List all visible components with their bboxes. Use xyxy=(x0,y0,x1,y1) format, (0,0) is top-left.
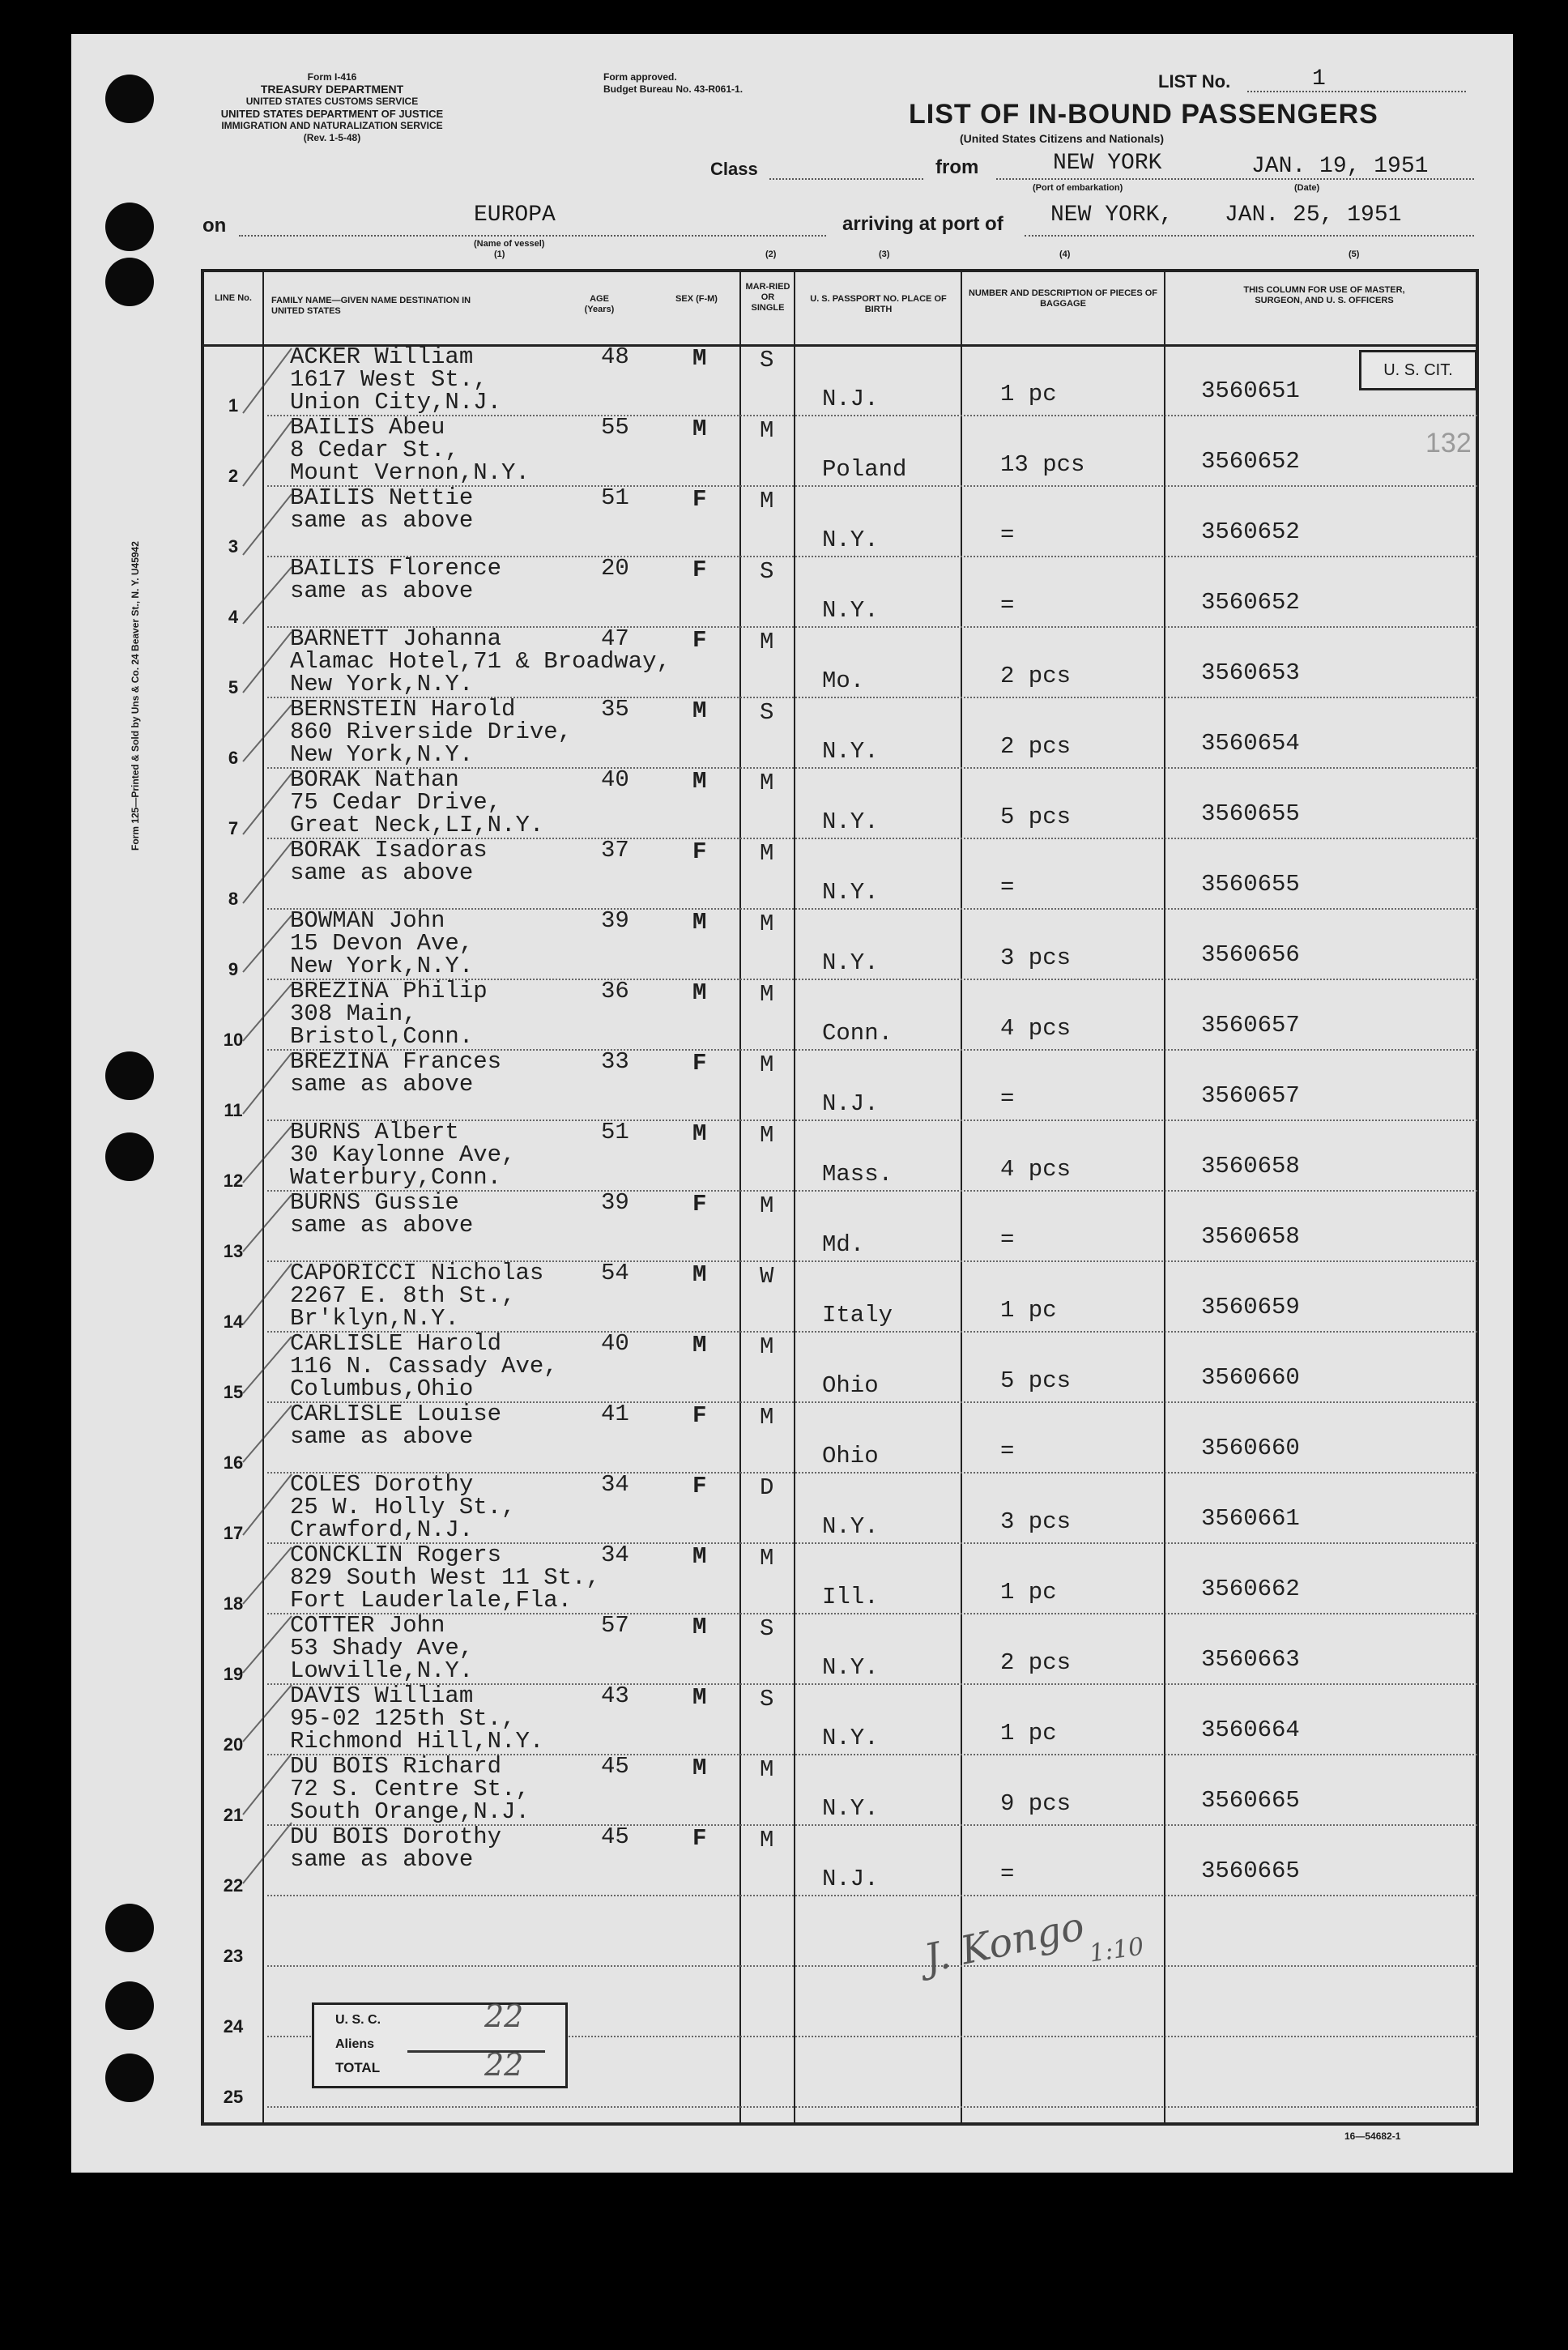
passenger-officer-number: 3560660 xyxy=(1201,1435,1300,1461)
passenger-baggage: 1 pc xyxy=(1000,1297,1057,1324)
passenger-officer-number: 3560651 xyxy=(1201,377,1300,404)
row-line-number: 8 xyxy=(228,889,239,909)
passenger-address: same as above xyxy=(290,1846,474,1873)
ins-service: IMMIGRATION AND NATURALIZATION SERVICE xyxy=(221,120,443,131)
passenger-city: Columbus,Ohio xyxy=(290,1375,474,1402)
passenger-officer-number: 3560663 xyxy=(1201,1646,1300,1673)
passenger-baggage: 4 pcs xyxy=(1000,1015,1072,1042)
passenger-address: same as above xyxy=(290,507,474,534)
passenger-age: 34 xyxy=(601,1471,629,1498)
passenger-birthplace: Italy xyxy=(822,1302,893,1329)
col-header-officers: THIS COLUMN FOR USE OF MASTER, SURGEON, AND U. S. OFFICERS xyxy=(1243,285,1405,305)
passenger-name: CARLISLE Harold xyxy=(290,1330,502,1357)
passenger-birthplace: N.Y. xyxy=(822,949,879,976)
vessel-name: EUROPA xyxy=(474,203,556,228)
passenger-marital: M xyxy=(760,1545,774,1572)
passenger-age: 45 xyxy=(601,1823,629,1850)
row-divider xyxy=(267,1965,1477,1967)
passenger-baggage: = xyxy=(1000,522,1015,548)
passenger-sex: M xyxy=(692,697,707,724)
vessel-caption: (Name of vessel) xyxy=(474,239,545,249)
row-divider xyxy=(267,415,1477,416)
passenger-birthplace: N.Y. xyxy=(822,1795,879,1822)
punch-hole xyxy=(105,1132,154,1181)
passenger-officer-number: 3560656 xyxy=(1201,941,1300,968)
passenger-city: Union City,N.J. xyxy=(290,389,502,416)
passenger-age: 51 xyxy=(601,1119,629,1145)
passenger-officer-number: 3560652 xyxy=(1201,518,1300,545)
passenger-baggage: 5 pcs xyxy=(1000,1367,1072,1394)
passenger-marital: W xyxy=(760,1263,774,1290)
col-header-married: MAR-RIED OR SINGLE xyxy=(745,282,790,313)
passenger-age: 48 xyxy=(601,343,629,370)
passenger-city: New York,N.Y. xyxy=(290,741,474,768)
passenger-marital: S xyxy=(760,347,774,373)
customs-service: UNITED STATES CUSTOMS SERVICE xyxy=(245,96,419,107)
passenger-birthplace: N.Y. xyxy=(822,1513,879,1540)
corner-page-number: 132 xyxy=(1425,428,1472,458)
row-line-number: 9 xyxy=(228,959,239,979)
row-line-number: 5 xyxy=(228,677,239,697)
passenger-baggage: 4 pcs xyxy=(1000,1156,1072,1183)
punch-hole xyxy=(105,203,154,251)
passenger-sex: F xyxy=(692,1402,707,1429)
passenger-address: same as above xyxy=(290,578,474,604)
passenger-birthplace: Mass. xyxy=(822,1161,893,1188)
treasury-dept: TREASURY DEPARTMENT xyxy=(260,83,404,96)
passenger-baggage: = xyxy=(1000,874,1015,901)
passport-col-num: (3) xyxy=(879,250,890,259)
passenger-marital: M xyxy=(760,1051,774,1078)
passenger-address: 8 Cedar St., xyxy=(290,437,459,463)
passenger-baggage: = xyxy=(1000,1085,1015,1112)
port-caption: (Port of embarkation) xyxy=(1033,183,1123,193)
passenger-marital: M xyxy=(760,1827,774,1853)
date-caption: (Date) xyxy=(1294,183,1320,193)
total-value: 22 xyxy=(484,2047,524,2083)
passenger-city: Richmond Hill,N.Y. xyxy=(290,1728,544,1755)
row-line-number: 19 xyxy=(223,1664,244,1684)
passenger-officer-number: 3560659 xyxy=(1201,1294,1300,1320)
passenger-name: BURNS Gussie xyxy=(290,1189,459,1216)
passenger-marital: M xyxy=(760,840,774,867)
passenger-marital: M xyxy=(760,629,774,655)
passenger-birthplace: N.Y. xyxy=(822,527,879,553)
passenger-sex: M xyxy=(692,1120,707,1147)
passenger-name: DAVIS William xyxy=(290,1683,474,1709)
passenger-age: 34 xyxy=(601,1542,629,1568)
passenger-sex: M xyxy=(692,979,707,1006)
aliens-label: Aliens xyxy=(335,2037,375,2051)
passenger-baggage: = xyxy=(1000,592,1015,619)
passenger-age: 37 xyxy=(601,837,629,864)
row-divider xyxy=(267,1895,1477,1896)
passenger-marital: M xyxy=(760,1404,774,1431)
passenger-age: 35 xyxy=(601,696,629,723)
page-title: LIST OF IN-BOUND PASSENGERS xyxy=(909,99,1378,130)
passenger-address: same as above xyxy=(290,1071,474,1098)
row-line-number: 20 xyxy=(223,1734,244,1755)
passenger-name: COLES Dorothy xyxy=(290,1471,474,1498)
passenger-officer-number: 3560665 xyxy=(1201,1787,1300,1814)
passenger-birthplace: N.Y. xyxy=(822,597,879,624)
passenger-age: 20 xyxy=(601,555,629,582)
passenger-age: 57 xyxy=(601,1612,629,1639)
passenger-baggage: 5 pcs xyxy=(1000,804,1072,830)
passenger-sex: M xyxy=(692,1332,707,1358)
passenger-name: BREZINA Philip xyxy=(290,978,488,1004)
passenger-sex: F xyxy=(692,1825,707,1852)
passenger-address: same as above xyxy=(290,1423,474,1450)
passenger-age: 55 xyxy=(601,414,629,441)
row-line-number: 11 xyxy=(224,1100,243,1120)
passenger-sex: M xyxy=(692,1755,707,1781)
passenger-address: 116 N. Cassady Ave, xyxy=(290,1353,558,1380)
passenger-name: BREZINA Frances xyxy=(290,1048,502,1075)
passenger-city: Lowville,N.Y. xyxy=(290,1657,474,1684)
passenger-officer-number: 3560662 xyxy=(1201,1576,1300,1602)
passenger-city: Crawford,N.J. xyxy=(290,1516,474,1543)
usc-value: 22 xyxy=(484,1998,524,2034)
arrival-port: NEW YORK, xyxy=(1050,203,1174,228)
row-line-number: 4 xyxy=(228,607,239,627)
passenger-officer-number: 3560652 xyxy=(1201,448,1300,475)
passenger-baggage: 3 pcs xyxy=(1000,945,1072,971)
passenger-city: Bristol,Conn. xyxy=(290,1023,474,1050)
passenger-officer-number: 3560658 xyxy=(1201,1153,1300,1179)
passenger-name: CAPORICCI Nicholas xyxy=(290,1260,544,1286)
row-divider xyxy=(267,1613,1477,1614)
passenger-address: 53 Shady Ave, xyxy=(290,1635,474,1661)
passenger-birthplace: N.J. xyxy=(822,1090,879,1117)
row-line-number: 14 xyxy=(223,1311,244,1332)
passenger-marital: M xyxy=(760,1756,774,1783)
passenger-name: CARLISLE Louise xyxy=(290,1401,502,1427)
passenger-officer-number: 3560661 xyxy=(1201,1505,1300,1532)
passenger-address: 308 Main, xyxy=(290,1000,417,1027)
passenger-age: 54 xyxy=(601,1260,629,1286)
col-header-passport: U. S. PASSPORT NO. PLACE OF BIRTH xyxy=(810,294,947,314)
col-header-sex: SEX (F-M) xyxy=(675,294,718,304)
passenger-name: COTTER John xyxy=(290,1612,445,1639)
passenger-sex: F xyxy=(692,1473,707,1499)
passenger-marital: M xyxy=(760,911,774,937)
passenger-age: 41 xyxy=(601,1401,629,1427)
passenger-name: DU BOIS Dorothy xyxy=(290,1823,502,1850)
passenger-sex: M xyxy=(692,1543,707,1570)
passenger-baggage: 1 pc xyxy=(1000,1579,1057,1606)
passenger-birthplace: N.Y. xyxy=(822,879,879,906)
row-line-number: 17 xyxy=(223,1523,244,1543)
passenger-birthplace: N.J. xyxy=(822,1866,879,1892)
passenger-age: 51 xyxy=(601,484,629,511)
passenger-name: BORAK Nathan xyxy=(290,766,459,793)
passenger-marital: M xyxy=(760,981,774,1008)
married-col-num: (2) xyxy=(765,250,777,259)
col-header-baggage: NUMBER AND DESCRIPTION OF PIECES OF BAGGAGE xyxy=(968,288,1158,309)
form-number: Form I-416 xyxy=(307,71,357,83)
passenger-sex: F xyxy=(692,1050,707,1077)
passenger-marital: M xyxy=(760,1333,774,1360)
officers-col-num: (5) xyxy=(1349,250,1360,259)
passenger-age: 47 xyxy=(601,625,629,652)
passenger-birthplace: Ohio xyxy=(822,1443,879,1469)
passenger-city: New York,N.Y. xyxy=(290,671,474,697)
passenger-officer-number: 3560653 xyxy=(1201,659,1300,686)
header-agency-block xyxy=(202,71,462,144)
passenger-address: 829 South West 11 St., xyxy=(290,1564,600,1591)
passenger-city: New York,N.Y. xyxy=(290,953,474,979)
passenger-name: ACKER William xyxy=(290,343,474,370)
passenger-officer-number: 3560658 xyxy=(1201,1223,1300,1250)
passenger-officer-number: 3560652 xyxy=(1201,589,1300,616)
us-cit-stamp-text: U. S. CIT. xyxy=(1383,361,1453,379)
row-divider xyxy=(267,2106,1477,2108)
row-line-number: 1 xyxy=(228,395,239,416)
passenger-address: 15 Devon Ave, xyxy=(290,930,474,957)
passenger-age: 39 xyxy=(601,1189,629,1216)
passenger-name: BAILIS Florence xyxy=(290,555,502,582)
passenger-name: BOWMAN John xyxy=(290,907,445,934)
justice-dept: UNITED STATES DEPARTMENT OF JUSTICE xyxy=(220,108,444,120)
row-line-number: 23 xyxy=(223,1946,244,1966)
col-header-name: FAMILY NAME—GIVEN NAME DESTINATION IN UNITED STATES xyxy=(271,296,471,316)
passenger-city: Great Neck,LI,N.Y. xyxy=(290,812,544,838)
page-subtitle: (United States Citizens and Nationals) xyxy=(960,132,1165,145)
us-cit-stamp xyxy=(1359,350,1477,390)
punch-hole xyxy=(105,258,154,306)
passenger-name: BURNS Albert xyxy=(290,1119,459,1145)
passenger-baggage: 13 pcs xyxy=(1000,451,1085,478)
passenger-baggage: 9 pcs xyxy=(1000,1790,1072,1817)
passenger-birthplace: N.Y. xyxy=(822,1725,879,1751)
passenger-sex: F xyxy=(692,557,707,583)
passenger-officer-number: 3560655 xyxy=(1201,800,1300,827)
passenger-address: 2267 E. 8th St., xyxy=(290,1282,516,1309)
passenger-officer-number: 3560654 xyxy=(1201,730,1300,757)
passenger-address: same as above xyxy=(290,859,474,886)
passenger-baggage: = xyxy=(1000,1226,1015,1253)
passenger-sex: M xyxy=(692,416,707,442)
passenger-age: 45 xyxy=(601,1753,629,1780)
officer-signature: J. Kongo xyxy=(920,1903,1089,1982)
punch-hole xyxy=(105,75,154,123)
row-line-number: 18 xyxy=(223,1593,244,1614)
col-header-line: LINE No. xyxy=(215,293,252,303)
passenger-name: DU BOIS Richard xyxy=(290,1753,502,1780)
total-label: TOTAL xyxy=(335,2060,381,2075)
vessel-col-num: (1) xyxy=(494,250,505,259)
from-label: from xyxy=(935,156,979,178)
passenger-birthplace: Ohio xyxy=(822,1372,879,1399)
passenger-baggage: 2 pcs xyxy=(1000,1649,1072,1676)
passenger-name: BAILIS Abeu xyxy=(290,414,445,441)
arriving-label: arriving at port of xyxy=(842,213,1003,235)
passenger-officer-number: 3560664 xyxy=(1201,1717,1300,1743)
col-header-age: AGE (Years) xyxy=(584,294,615,314)
passenger-city: Mount Vernon,N.Y. xyxy=(290,459,530,486)
punch-hole xyxy=(105,2054,154,2102)
row-line-number: 13 xyxy=(223,1241,244,1261)
passenger-marital: S xyxy=(760,558,774,585)
row-line-number: 12 xyxy=(223,1171,244,1191)
passenger-address: 25 W. Holly St., xyxy=(290,1494,516,1520)
passenger-baggage: 3 pcs xyxy=(1000,1508,1072,1535)
passenger-marital: D xyxy=(760,1474,774,1501)
list-number-value: 1 xyxy=(1312,66,1326,92)
passenger-address: 75 Cedar Drive, xyxy=(290,789,502,816)
row-line-number: 22 xyxy=(223,1875,244,1896)
passenger-address: 95-02 125th St., xyxy=(290,1705,516,1732)
passenger-officer-number: 3560657 xyxy=(1201,1082,1300,1109)
passenger-officer-number: 3560665 xyxy=(1201,1857,1300,1884)
passenger-baggage: 2 pcs xyxy=(1000,733,1072,760)
punch-hole xyxy=(105,1981,154,2030)
passenger-birthplace: N.Y. xyxy=(822,1654,879,1681)
passenger-birthplace: Mo. xyxy=(822,667,865,694)
list-number-label: LIST No. xyxy=(1158,71,1231,92)
row-line-number: 16 xyxy=(223,1452,244,1473)
passenger-officer-number: 3560657 xyxy=(1201,1012,1300,1039)
passenger-marital: M xyxy=(760,1192,774,1219)
passenger-baggage: 2 pcs xyxy=(1000,663,1072,689)
passenger-sex: F xyxy=(692,627,707,654)
passenger-address: 72 S. Centre St., xyxy=(290,1776,530,1802)
passenger-officer-number: 3560655 xyxy=(1201,871,1300,898)
form-approved: Form approved. xyxy=(603,71,677,83)
passenger-marital: M xyxy=(760,770,774,796)
passenger-birthplace: Md. xyxy=(822,1231,865,1258)
passenger-birthplace: Conn. xyxy=(822,1020,893,1047)
row-line-number: 25 xyxy=(223,2087,244,2107)
row-line-number: 10 xyxy=(223,1030,244,1050)
passenger-sex: M xyxy=(692,1684,707,1711)
passenger-marital: S xyxy=(760,1686,774,1712)
passenger-marital: M xyxy=(760,417,774,444)
row-line-number: 15 xyxy=(223,1382,244,1402)
form-footer-code: 16—54682-1 xyxy=(1344,2130,1401,2142)
passenger-sex: M xyxy=(692,1261,707,1288)
usc-label: U. S. C. xyxy=(335,2013,381,2027)
passenger-city: South Orange,N.J. xyxy=(290,1798,530,1825)
passenger-sex: F xyxy=(692,1191,707,1218)
passenger-name: BAILIS Nettie xyxy=(290,484,474,511)
passenger-marital: S xyxy=(760,1615,774,1642)
passenger-sex: M xyxy=(692,345,707,372)
passenger-city: Fort Lauderlale,Fla. xyxy=(290,1587,573,1614)
passenger-age: 43 xyxy=(601,1683,629,1709)
approval-block xyxy=(603,71,743,96)
row-divider xyxy=(267,908,1477,910)
passenger-sex: M xyxy=(692,1614,707,1640)
embark-date: JAN. 19, 1951 xyxy=(1251,154,1429,179)
passenger-address: 30 Kaylonne Ave, xyxy=(290,1141,516,1168)
passenger-age: 33 xyxy=(601,1048,629,1075)
passenger-name: BARNETT Johanna xyxy=(290,625,502,652)
passenger-baggage: = xyxy=(1000,1438,1015,1465)
punch-hole xyxy=(105,1051,154,1100)
passenger-baggage: 1 pc xyxy=(1000,1720,1057,1747)
passenger-baggage: = xyxy=(1000,1861,1015,1887)
passenger-sex: F xyxy=(692,838,707,865)
row-line-number: 24 xyxy=(223,2016,244,2037)
passenger-age: 40 xyxy=(601,1330,629,1357)
passenger-address: 860 Riverside Drive, xyxy=(290,719,573,745)
passenger-marital: M xyxy=(760,1122,774,1149)
row-line-number: 2 xyxy=(228,466,239,486)
passenger-name: CONCKLIN Rogers xyxy=(290,1542,502,1568)
passenger-age: 40 xyxy=(601,766,629,793)
passenger-baggage: 1 pc xyxy=(1000,381,1057,407)
revision: (Rev. 1-5-48) xyxy=(303,132,361,143)
passenger-sex: F xyxy=(692,486,707,513)
passenger-age: 39 xyxy=(601,907,629,934)
passenger-city: Br'klyn,N.Y. xyxy=(290,1305,459,1332)
embark-port: NEW YORK xyxy=(1053,151,1162,176)
budget-bureau: Budget Bureau No. 43-R061-1. xyxy=(603,83,744,95)
class-label: Class xyxy=(710,159,758,179)
row-line-number: 3 xyxy=(228,536,239,557)
row-line-number: 21 xyxy=(223,1805,244,1825)
totals-stamp xyxy=(312,1998,568,2088)
passenger-address: Alamac Hotel,71 & Broadway, xyxy=(290,648,671,675)
printer-sidebar-text: Form 125—Printed & Sold by Uns & Co. 24 Beaver St., N. Y. U45942 xyxy=(130,541,141,851)
passenger-name: BERNSTEIN Harold xyxy=(290,696,516,723)
punch-hole xyxy=(105,1904,154,1952)
passenger-sex: M xyxy=(692,909,707,936)
passenger-birthplace: Poland xyxy=(822,456,907,483)
passenger-birthplace: Ill. xyxy=(822,1584,879,1610)
passenger-marital: M xyxy=(760,488,774,514)
passenger-birthplace: N.Y. xyxy=(822,738,879,765)
arrival-date: JAN. 25, 1951 xyxy=(1225,203,1402,228)
passenger-age: 36 xyxy=(601,978,629,1004)
passenger-birthplace: N.J. xyxy=(822,386,879,412)
baggage-col-num: (4) xyxy=(1059,250,1071,259)
handwritten-note: 1:10 xyxy=(1087,1932,1146,1968)
row-line-number: 6 xyxy=(228,748,239,768)
passenger-marital: S xyxy=(760,699,774,726)
passenger-name: BORAK Isadoras xyxy=(290,837,488,864)
on-label: on xyxy=(202,215,227,237)
passenger-address: 1617 West St., xyxy=(290,366,488,393)
passenger-sex: M xyxy=(692,768,707,795)
passenger-city: Waterbury,Conn. xyxy=(290,1164,502,1191)
passenger-officer-number: 3560660 xyxy=(1201,1364,1300,1391)
row-line-number: 7 xyxy=(228,818,239,838)
passenger-birthplace: N.Y. xyxy=(822,808,879,835)
passenger-address: same as above xyxy=(290,1212,474,1239)
